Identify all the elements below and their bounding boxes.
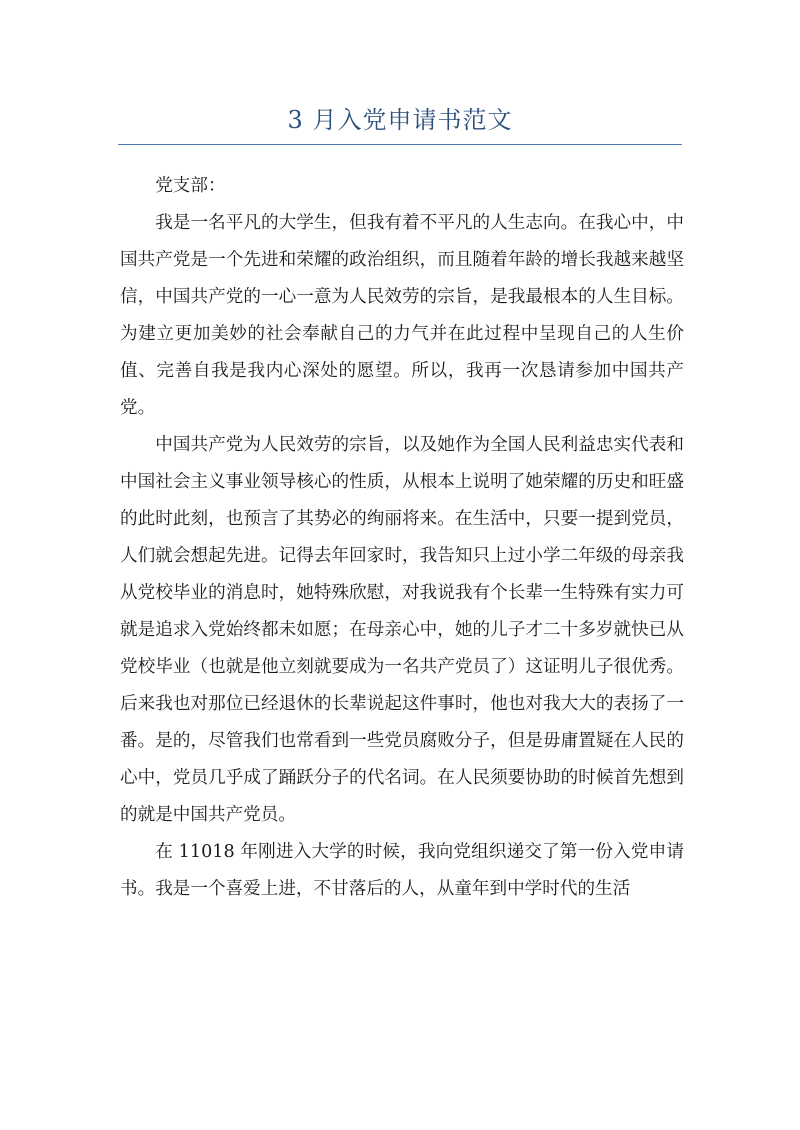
document-title: 3 月入党申请书范文 bbox=[287, 106, 513, 134]
paragraph-2: 中国共产党为人民效劳的宗旨，以及她作为全国人民利益忠实代表和中国社会主义事业领导核心的性质，从根本上说明了她荣耀的历史和旺盛的此时此刻，也预言了其势必的绚丽将来。在生活中，只要一提到党员，人们就会想起先进。记得去年回家时，我告知只上过小学二年级的母亲我从党校毕业的消息时，她特殊欣慰，对我说我有个长辈一生特殊有实力可就是追求入党始终都未如愿；在母亲心中，她的儿子才二十多岁就快已从党校毕业（也就是他立刻就要成为一名共产党员了）这证明儿子很优秀。后来我也对那位已经退休的长辈说起这件事时，他也对我大大的表扬了一番。是的，尽管我们也常看到一些党员腐败分子，但是毋庸置疑在人民的心中，党员几乎成了踊跃分子的代名词。在人民须要协助的时候首先想到的就是中国共产党员。 bbox=[120, 435, 684, 825]
paragraph-1: 我是一名平凡的大学生，但我有着不平凡的人生志向。在我心中，中国共产党是一个先进和荣耀的政治组织，而且随着年龄的增长我越来越坚信，中国共产党的一心一意为人民效劳的宗旨，是我最根本的人生目标。为建立更加美妙的社会奉献自己的力气并在此过程中呈现自己的人生价值、完善自我是我内心深处的愿望。所以，我再一次恳请参加中国共产党。 bbox=[120, 213, 684, 418]
document-body bbox=[120, 168, 684, 908]
title-divider bbox=[118, 144, 682, 145]
paragraph-3: 在 11018 年刚进入大学的时候，我向党组织递交了第一份入党申请书。我是一个喜爱上进，不甘落后的人，从童年到中学时代的生活 bbox=[120, 842, 684, 899]
salutation: 党支部： bbox=[155, 176, 226, 196]
